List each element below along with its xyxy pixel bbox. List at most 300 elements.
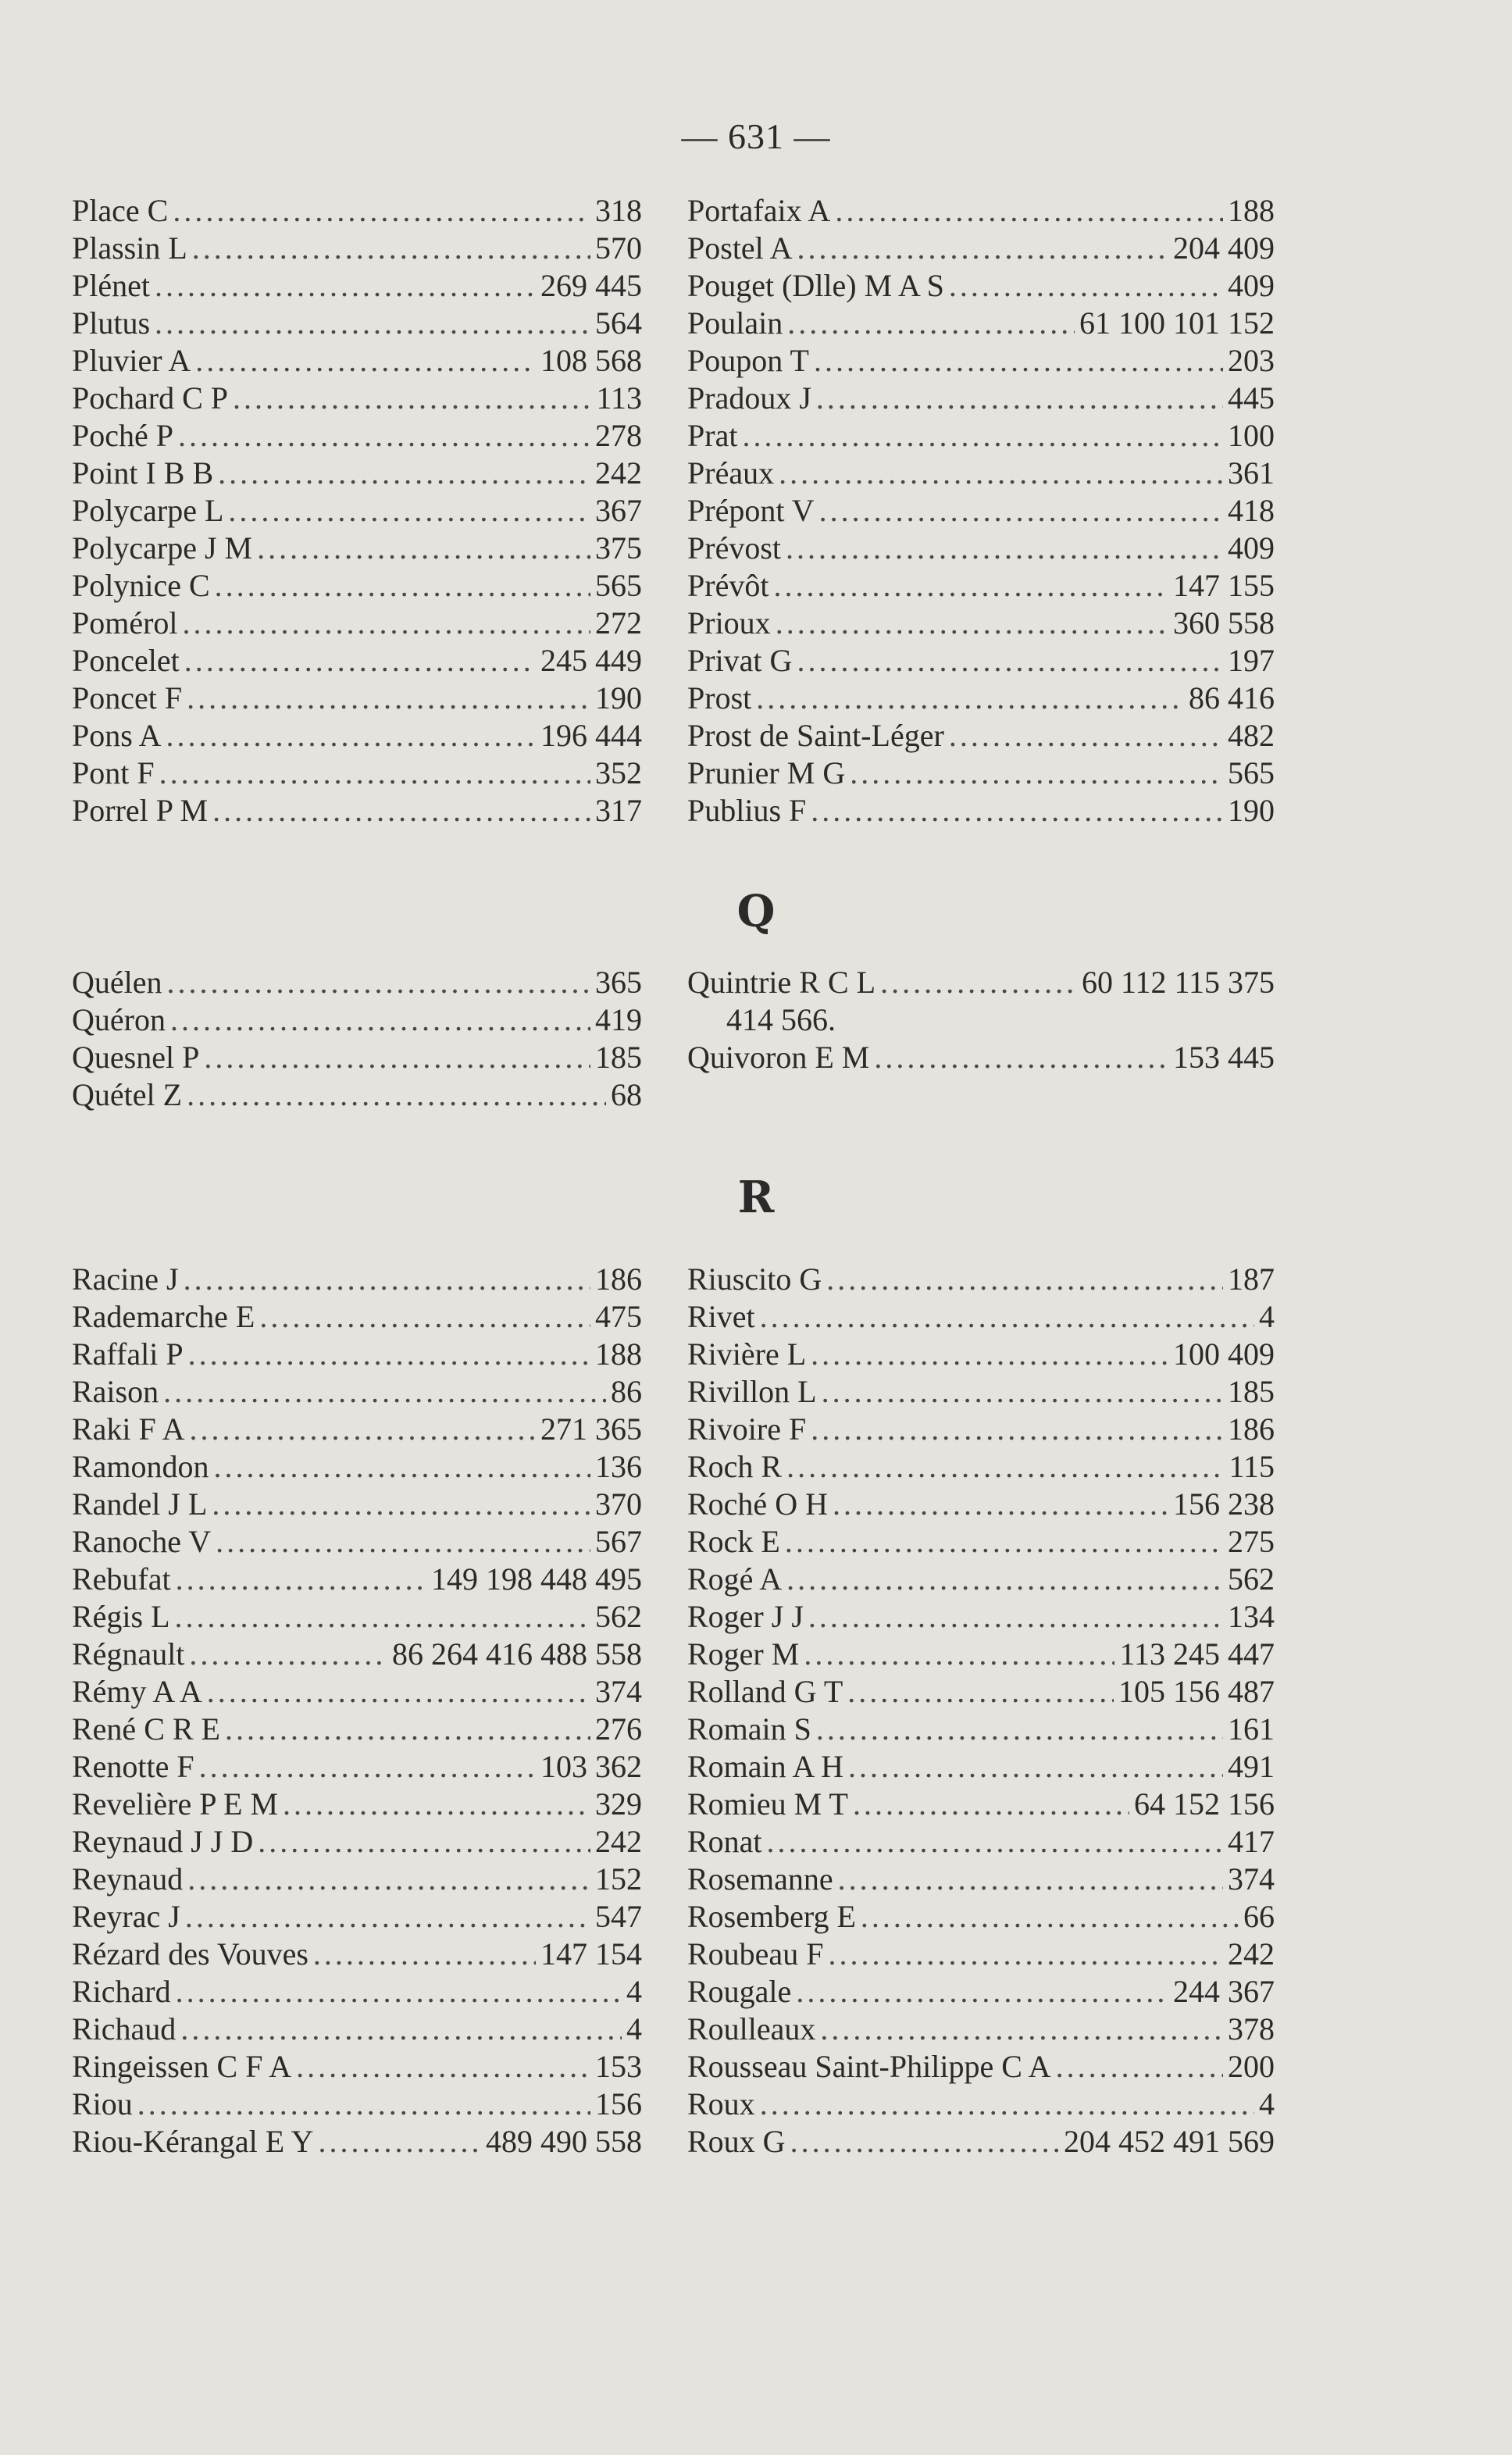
dot-leader bbox=[257, 530, 590, 567]
dot-leader bbox=[811, 1336, 1168, 1373]
index-entry bbox=[72, 755, 642, 792]
index-entry bbox=[72, 680, 642, 717]
dot-leader bbox=[155, 305, 590, 342]
entry-name: Renotte F bbox=[72, 1749, 194, 1784]
index-entry bbox=[72, 1373, 642, 1411]
entry-name: Pradoux J bbox=[687, 380, 811, 416]
dot-leader bbox=[828, 1936, 1223, 1973]
entry-name: Plassin L bbox=[72, 230, 187, 266]
dot-leader bbox=[212, 792, 590, 830]
entry-name: Rosemanne bbox=[687, 1861, 833, 1897]
entry-pages: 4 bbox=[1259, 1299, 1275, 1334]
entry-pages: 190 bbox=[595, 680, 642, 715]
entry-name: Rémy A A bbox=[72, 1674, 202, 1709]
entry-pages: 153 445 bbox=[1173, 1040, 1275, 1075]
entry-name: Pochard C P bbox=[72, 380, 228, 416]
index-entry bbox=[72, 1936, 642, 1973]
entry-pages: 4 bbox=[626, 1974, 642, 2009]
index-entry bbox=[687, 1336, 1275, 1373]
entry-name: Rock E bbox=[687, 1524, 780, 1559]
index-entry bbox=[72, 1298, 642, 1336]
entry-pages: 149 198 448 495 bbox=[431, 1561, 642, 1597]
entry-pages: 370 bbox=[595, 1486, 642, 1522]
index-entry bbox=[72, 417, 642, 455]
index-entry bbox=[687, 455, 1275, 492]
index-entry bbox=[687, 717, 1275, 755]
entry-pages: 105 156 487 bbox=[1118, 1674, 1275, 1709]
index-entry bbox=[687, 230, 1275, 267]
index-entry bbox=[687, 342, 1275, 380]
dot-leader bbox=[215, 567, 590, 605]
index-entry bbox=[687, 1673, 1275, 1711]
entry-name: Racine J bbox=[72, 1261, 179, 1297]
index-entry bbox=[687, 1261, 1275, 1298]
entry-name: Prépont V bbox=[687, 493, 815, 528]
index-entry bbox=[72, 1039, 642, 1076]
dot-leader bbox=[816, 380, 1223, 417]
index-entry bbox=[687, 1636, 1275, 1673]
entry-pages: 272 bbox=[595, 605, 642, 641]
entry-name: Roux G bbox=[687, 2124, 786, 2159]
entry-pages: 562 bbox=[595, 1599, 642, 1634]
entry-pages: 136 bbox=[595, 1449, 642, 1484]
entry-name: Revelière P E M bbox=[72, 1786, 279, 1822]
entry-pages: 475 bbox=[595, 1299, 642, 1334]
entry-name: Point I B B bbox=[72, 455, 214, 491]
index-entry bbox=[687, 1523, 1275, 1561]
index-entry bbox=[72, 717, 642, 755]
entry-name: Raki F A bbox=[72, 1411, 185, 1447]
entry-pages: 66 bbox=[1243, 1899, 1275, 1934]
entry-pages: 86 416 bbox=[1189, 680, 1275, 715]
dot-leader bbox=[838, 1861, 1223, 1898]
dot-leader bbox=[183, 605, 590, 642]
entry-name: 414 566. bbox=[726, 1002, 836, 1037]
entry-pages: 113 245 447 bbox=[1119, 1636, 1275, 1672]
index-entry bbox=[687, 530, 1275, 567]
dot-leader bbox=[787, 305, 1075, 342]
entry-pages: 68 bbox=[611, 1077, 642, 1112]
entry-name: Quéron bbox=[72, 1002, 166, 1037]
entry-pages: 318 bbox=[595, 193, 642, 228]
entry-pages: 186 bbox=[1228, 1411, 1275, 1447]
entry-name: Ronat bbox=[687, 1824, 762, 1859]
index-entry bbox=[687, 605, 1275, 642]
dot-leader bbox=[155, 267, 536, 305]
dot-leader bbox=[195, 342, 536, 380]
index-entry bbox=[72, 230, 642, 267]
entry-pages: 4 bbox=[1259, 2086, 1275, 2121]
section-letter-r: R bbox=[737, 1172, 775, 1223]
entry-pages: 367 bbox=[595, 493, 642, 528]
index-entry bbox=[72, 1673, 642, 1711]
entry-name: Quintrie R C L bbox=[687, 965, 876, 1000]
index-entry bbox=[687, 755, 1275, 792]
dot-leader bbox=[184, 1261, 590, 1298]
entry-pages: 188 bbox=[595, 1336, 642, 1372]
entry-name: Rolland G T bbox=[687, 1674, 843, 1709]
entry-name: Pomérol bbox=[72, 605, 178, 641]
entry-pages: 115 bbox=[1228, 1449, 1275, 1484]
dot-leader bbox=[861, 1898, 1239, 1936]
dot-leader bbox=[159, 755, 590, 792]
entry-name: Riou bbox=[72, 2086, 133, 2121]
dot-leader bbox=[785, 1523, 1223, 1561]
entry-name: René C R E bbox=[72, 1711, 220, 1747]
entry-pages: 60 112 115 375 bbox=[1081, 965, 1275, 1000]
dot-leader bbox=[212, 1486, 590, 1523]
entry-name: Reynaud J J D bbox=[72, 1824, 254, 1859]
entry-name: Rézard des Vouves bbox=[72, 1936, 308, 1971]
entry-pages: 153 bbox=[595, 2049, 642, 2084]
entry-pages: 156 238 bbox=[1173, 1486, 1275, 1522]
dot-leader bbox=[225, 1711, 590, 1748]
entry-name: Plutus bbox=[72, 305, 151, 341]
entry-name: Prioux bbox=[687, 605, 771, 641]
entry-name: Pouget (Dlle) M A S bbox=[687, 268, 944, 303]
index-entry bbox=[72, 342, 642, 380]
entry-name: Prat bbox=[687, 418, 738, 453]
entry-pages: 374 bbox=[595, 1674, 642, 1709]
entry-name: Privat G bbox=[687, 643, 793, 678]
dot-leader bbox=[184, 642, 536, 680]
dot-leader bbox=[319, 2123, 481, 2161]
entry-name: Poncelet bbox=[72, 643, 180, 678]
entry-pages: 187 bbox=[1228, 1261, 1275, 1297]
index-entry bbox=[72, 1748, 642, 1786]
index-entry bbox=[687, 964, 1275, 1001]
dot-leader bbox=[189, 1636, 387, 1673]
index-entry bbox=[687, 1786, 1275, 1823]
entry-pages: 278 bbox=[595, 418, 642, 453]
entry-pages: 103 362 bbox=[540, 1749, 642, 1784]
index-entry bbox=[72, 267, 642, 305]
dot-leader bbox=[822, 1373, 1223, 1411]
dot-leader bbox=[848, 1748, 1223, 1786]
dot-leader bbox=[258, 1823, 590, 1861]
entry-pages: 419 bbox=[595, 1002, 642, 1037]
entry-pages: 564 bbox=[595, 305, 642, 341]
index-entry bbox=[72, 1001, 642, 1039]
index-entry bbox=[72, 1786, 642, 1823]
entry-name: Raison bbox=[72, 1374, 159, 1409]
entry-pages: 147 155 bbox=[1173, 568, 1275, 603]
entry-pages: 352 bbox=[595, 755, 642, 790]
entry-pages: 491 bbox=[1228, 1749, 1275, 1784]
left-column bbox=[72, 1261, 642, 2161]
entry-pages: 4 bbox=[626, 2011, 642, 2046]
index-entry bbox=[687, 305, 1275, 342]
index-entry bbox=[72, 492, 642, 530]
dot-leader bbox=[796, 1973, 1168, 2011]
entry-pages: 203 bbox=[1228, 343, 1275, 378]
dot-leader bbox=[259, 1298, 590, 1336]
entry-name: Richaud bbox=[72, 2011, 177, 2046]
index-entry bbox=[687, 642, 1275, 680]
entry-name: Romieu M T bbox=[687, 1786, 848, 1822]
entry-name: Poupon T bbox=[687, 343, 809, 378]
index-entry bbox=[72, 1598, 642, 1636]
index-entry bbox=[687, 792, 1275, 830]
index-entry bbox=[687, 1598, 1275, 1636]
entry-name: Roulleaux bbox=[687, 2011, 816, 2046]
index-entry bbox=[72, 1561, 642, 1598]
index-entry bbox=[687, 1039, 1275, 1076]
dot-leader bbox=[760, 2086, 1254, 2123]
dot-leader bbox=[850, 755, 1223, 792]
dot-leader bbox=[187, 680, 590, 717]
dot-leader bbox=[283, 1786, 590, 1823]
entry-name: Quétel Z bbox=[72, 1077, 183, 1112]
dot-leader bbox=[949, 717, 1223, 755]
dot-leader bbox=[786, 1561, 1223, 1598]
entry-name: Rivière L bbox=[687, 1336, 807, 1372]
index-entry bbox=[687, 1936, 1275, 1973]
entry-name: Ranoche V bbox=[72, 1524, 212, 1559]
entry-pages: 200 bbox=[1228, 2049, 1275, 2084]
entry-pages: 562 bbox=[1228, 1561, 1275, 1597]
dot-leader bbox=[192, 230, 590, 267]
entry-name: Préaux bbox=[687, 455, 775, 491]
right-column bbox=[687, 1261, 1275, 2161]
dot-leader bbox=[187, 1861, 590, 1898]
dot-leader bbox=[176, 1973, 622, 2011]
entry-name: Romain S bbox=[687, 1711, 811, 1747]
index-entry bbox=[687, 267, 1275, 305]
entry-name: Roger M bbox=[687, 1636, 800, 1672]
entry-pages: 570 bbox=[595, 230, 642, 266]
entry-name: Richard bbox=[72, 1974, 171, 2009]
entry-pages: 244 367 bbox=[1173, 1974, 1275, 2009]
index-entry bbox=[72, 2123, 642, 2161]
entry-name: Rivet bbox=[687, 1299, 755, 1334]
index-entry bbox=[687, 1448, 1275, 1486]
entry-name: Ringeissen C F A bbox=[72, 2049, 292, 2084]
dot-leader bbox=[1056, 2048, 1223, 2086]
index-entry bbox=[687, 1298, 1275, 1336]
entry-name: Rosemberg E bbox=[687, 1899, 856, 1934]
dot-leader bbox=[175, 1598, 590, 1636]
entry-name: Publius F bbox=[687, 793, 807, 828]
entry-pages: 156 bbox=[595, 2086, 642, 2121]
index-entry bbox=[687, 380, 1275, 417]
dot-leader bbox=[180, 2011, 622, 2048]
entry-pages: 152 bbox=[595, 1861, 642, 1897]
entry-name: Rousseau Saint-Philippe C A bbox=[687, 2049, 1051, 2084]
index-entry bbox=[72, 530, 642, 567]
entry-name: Prost bbox=[687, 680, 752, 715]
index-entry bbox=[72, 1823, 642, 1861]
entry-name: Porrel P M bbox=[72, 793, 209, 828]
right-column bbox=[687, 964, 1275, 1076]
entry-pages: 188 bbox=[1228, 193, 1275, 228]
dot-leader bbox=[826, 1261, 1223, 1298]
index-entry bbox=[687, 1898, 1275, 1936]
entry-pages: 100 bbox=[1228, 418, 1275, 453]
dot-leader bbox=[173, 192, 590, 230]
index-entry bbox=[72, 964, 642, 1001]
index-entry bbox=[72, 1411, 642, 1448]
entry-pages: 275 bbox=[1228, 1524, 1275, 1559]
entry-name: Quivoron E M bbox=[687, 1040, 870, 1075]
dot-leader bbox=[188, 1336, 590, 1373]
entry-name: Roubeau F bbox=[687, 1936, 824, 1971]
dot-leader bbox=[816, 1711, 1223, 1748]
dot-leader bbox=[167, 964, 590, 1001]
entry-name: Pons A bbox=[72, 718, 162, 753]
entry-pages: 86 264 416 488 558 bbox=[392, 1636, 642, 1672]
entry-name: Rivillon L bbox=[687, 1374, 817, 1409]
dot-leader bbox=[776, 605, 1168, 642]
entry-pages: 417 bbox=[1228, 1824, 1275, 1859]
index-entry bbox=[687, 1973, 1275, 2011]
entry-name: Roger J J bbox=[687, 1599, 804, 1634]
dot-leader bbox=[797, 230, 1168, 267]
entry-name: Raffali P bbox=[72, 1336, 184, 1372]
index-entry bbox=[687, 567, 1275, 605]
dot-leader bbox=[847, 1673, 1114, 1711]
entry-name: Polycarpe L bbox=[72, 493, 224, 528]
dot-leader bbox=[835, 192, 1223, 230]
entry-pages: 147 154 bbox=[540, 1936, 642, 1971]
dot-leader bbox=[204, 1039, 590, 1076]
page-number: — 631 — bbox=[681, 116, 831, 156]
index-entry bbox=[687, 1711, 1275, 1748]
entry-pages: 378 bbox=[1228, 2011, 1275, 2046]
entry-pages: 134 bbox=[1228, 1599, 1275, 1634]
index-entry bbox=[687, 1001, 1275, 1039]
dot-leader bbox=[214, 1448, 590, 1486]
entry-name: Rademarche E bbox=[72, 1299, 255, 1334]
entry-pages: 361 bbox=[1228, 455, 1275, 491]
dot-leader bbox=[189, 1411, 536, 1448]
entry-name: Prunier M G bbox=[687, 755, 846, 790]
dot-leader bbox=[808, 1598, 1223, 1636]
dot-leader bbox=[756, 680, 1184, 717]
index-entry bbox=[687, 492, 1275, 530]
entry-name: Roux bbox=[687, 2086, 755, 2121]
entry-name: Poncet F bbox=[72, 680, 183, 715]
entry-name: Plénet bbox=[72, 268, 150, 303]
dot-leader bbox=[178, 417, 590, 455]
entry-name: Régnault bbox=[72, 1636, 185, 1672]
dot-leader bbox=[880, 964, 1077, 1001]
entry-pages: 374 bbox=[1228, 1861, 1275, 1897]
entry-name: Reynaud bbox=[72, 1861, 184, 1897]
entry-pages: 242 bbox=[1228, 1936, 1275, 1971]
entry-pages: 161 bbox=[1228, 1711, 1275, 1747]
dot-leader bbox=[767, 1823, 1223, 1861]
index-entry bbox=[72, 1898, 642, 1936]
entry-pages: 375 bbox=[595, 530, 642, 566]
index-entry bbox=[72, 1336, 642, 1373]
entry-pages: 108 568 bbox=[540, 343, 642, 378]
dot-leader bbox=[313, 1936, 536, 1973]
index-entry bbox=[687, 1373, 1275, 1411]
dot-leader bbox=[137, 2086, 590, 2123]
dot-leader bbox=[833, 1486, 1168, 1523]
dot-leader bbox=[760, 1298, 1254, 1336]
entry-pages: 329 bbox=[595, 1786, 642, 1822]
dot-leader bbox=[176, 1561, 426, 1598]
index-entry bbox=[687, 1861, 1275, 1898]
entry-name: Régis L bbox=[72, 1599, 170, 1634]
dot-leader bbox=[820, 2011, 1223, 2048]
index-entry bbox=[72, 455, 642, 492]
entry-name: Roch R bbox=[687, 1449, 783, 1484]
entry-name: Rougale bbox=[687, 1974, 792, 2009]
dot-leader bbox=[949, 267, 1223, 305]
index-entry bbox=[687, 2123, 1275, 2161]
dot-leader bbox=[185, 1898, 590, 1936]
dot-leader bbox=[874, 1039, 1168, 1076]
left-column bbox=[72, 192, 642, 830]
index-entry bbox=[72, 1486, 642, 1523]
dot-leader bbox=[207, 1673, 590, 1711]
index-entry bbox=[72, 305, 642, 342]
entry-name: Place C bbox=[72, 193, 169, 228]
entry-name: Poché P bbox=[72, 418, 173, 453]
entry-pages: 565 bbox=[595, 568, 642, 603]
index-entry bbox=[72, 2048, 642, 2086]
entry-pages: 190 bbox=[1228, 793, 1275, 828]
entry-pages: 482 bbox=[1228, 718, 1275, 753]
entry-pages: 86 bbox=[611, 1374, 642, 1409]
entry-name: Rebufat bbox=[72, 1561, 171, 1597]
dot-leader bbox=[199, 1748, 536, 1786]
entry-pages: 409 bbox=[1228, 530, 1275, 566]
left-column bbox=[72, 964, 642, 1114]
index-entry bbox=[687, 192, 1275, 230]
entry-name: Polycarpe J M bbox=[72, 530, 253, 566]
dot-leader bbox=[804, 1636, 1114, 1673]
dot-leader bbox=[170, 1001, 590, 1039]
index-entry bbox=[687, 1823, 1275, 1861]
entry-pages: 64 152 156 bbox=[1134, 1786, 1275, 1822]
entry-pages: 547 bbox=[595, 1899, 642, 1934]
entry-pages: 269 445 bbox=[540, 268, 642, 303]
dot-leader bbox=[742, 417, 1223, 455]
dot-leader bbox=[811, 792, 1223, 830]
index-entry bbox=[72, 1261, 642, 1298]
index-entry bbox=[72, 792, 642, 830]
entry-name: Portafaix A bbox=[687, 193, 831, 228]
entry-pages: 197 bbox=[1228, 643, 1275, 678]
right-column bbox=[687, 192, 1275, 830]
entry-pages: 445 bbox=[1228, 380, 1275, 416]
index-entry bbox=[72, 1523, 642, 1561]
index-entry bbox=[687, 1748, 1275, 1786]
section-letter-q: Q bbox=[736, 886, 776, 937]
dot-leader bbox=[819, 492, 1223, 530]
entry-pages: 360 558 bbox=[1173, 605, 1275, 641]
entry-name: Randel J L bbox=[72, 1486, 208, 1522]
index-entry bbox=[687, 2086, 1275, 2123]
entry-pages: 186 bbox=[595, 1261, 642, 1297]
entry-name: Poulain bbox=[687, 305, 783, 341]
index-entry bbox=[687, 417, 1275, 455]
entry-name: Pluvier A bbox=[72, 343, 191, 378]
entry-pages: 271 365 bbox=[540, 1411, 642, 1447]
entry-pages: 204 452 491 569 bbox=[1064, 2124, 1275, 2159]
dot-leader bbox=[790, 2123, 1059, 2161]
entry-pages: 185 bbox=[1228, 1374, 1275, 1409]
index-entry bbox=[687, 2011, 1275, 2048]
dot-leader bbox=[811, 1411, 1223, 1448]
dot-leader bbox=[814, 342, 1223, 380]
index-entry bbox=[687, 2048, 1275, 2086]
index-entry bbox=[72, 2011, 642, 2048]
